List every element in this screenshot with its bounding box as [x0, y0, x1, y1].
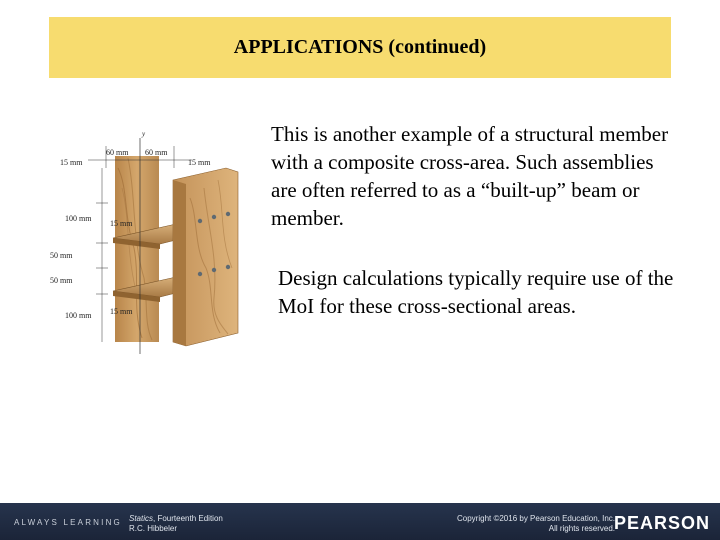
right-board	[173, 168, 238, 346]
dim-60mm-right: 60 mm	[145, 148, 168, 157]
dim-100mm-bottom: 100 mm	[65, 311, 92, 320]
book-title-rest: , Fourteenth Edition	[153, 514, 223, 523]
paragraph-design: Design calculations typically require use of the MoI for these cross-sectional areas.	[278, 266, 674, 318]
paragraph-built-up: This is another example of a structural member with a composite cross-area. Such assemblies are often referred to as a “built-up” beam or member.	[271, 122, 669, 230]
board-label-top: 15 mm	[110, 219, 133, 228]
always-learning-tagline: ALWAYS LEARNING	[14, 518, 122, 527]
dim-50mm-a: 50 mm	[50, 251, 73, 260]
book-title-italic: Statics	[129, 514, 154, 523]
author: R.C. Hibbeler	[129, 524, 178, 533]
beam-illustration	[48, 128, 260, 354]
built-up-beam-figure	[48, 128, 260, 354]
footer-bar	[0, 503, 720, 540]
title-band	[49, 17, 671, 78]
dim-60mm-left: 60 mm	[106, 148, 129, 157]
copyright-line: Copyright ©2016 by Pearson Education, Inc.	[457, 514, 615, 523]
copyright-notice	[457, 514, 615, 534]
dim-50mm-b: 50 mm	[50, 276, 73, 285]
slide-title: APPLICATIONS (continued)	[233, 36, 487, 58]
book-credit	[129, 514, 223, 534]
pearson-logo: PEARSON	[613, 513, 710, 533]
dim-15mm-left: 15 mm	[60, 158, 83, 167]
dim-15mm-right: 15 mm	[188, 158, 211, 167]
y-axis-label: y	[142, 130, 146, 138]
dim-100mm-top: 100 mm	[65, 214, 92, 223]
board-label-bottom: 15 mm	[110, 307, 133, 316]
rights-line: All rights reserved.	[548, 524, 615, 533]
